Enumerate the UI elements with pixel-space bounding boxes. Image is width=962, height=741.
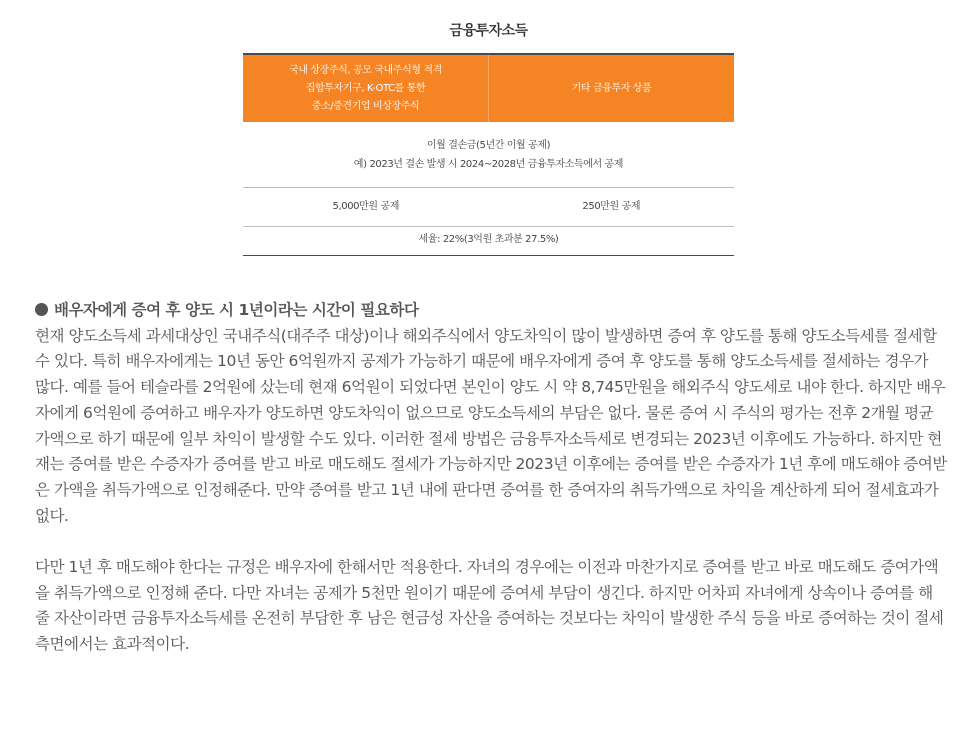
section-heading	[35, 298, 947, 324]
loss-carryforward-example: 예) 2023년 결손 발생 시 2024~2028년 금융투자소득에서 공제	[353, 159, 624, 170]
deduction-other: 250만원 공제	[582, 201, 641, 212]
section-heading-text: 배우자에게 증여 후 양도 시 1년이라는 시간이 필요하다	[54, 301, 419, 319]
paragraph-children-gift: 다만 1년 후 매도해야 한다는 규정은 배우자에 한해서만 적용한다. 자녀의 경우에는 이전과 마찬가지로 증여를 받고 바로 매도해도 증여가액을 취득가액으로 인정해 준다. 다만 자녀는 공제가 5천만 원이기 때문에 증여세 부담이 생긴다. 하지만 어차피 자녀에게 상속이나 증여를 해줄 자산이라면 금융투자소득세를 온전히 부담한 후 남은 현금성 자산을 증여하는 것보다는 차익이 발생한 주식 등을 바로 증여하는 것이 절세 측면에서는 효과적이다.	[35, 558, 944, 654]
article-body	[35, 298, 947, 658]
table-bottom-border	[243, 255, 734, 256]
deduction-domestic: 5,000만원 공제	[332, 201, 399, 212]
deduction-row	[243, 198, 734, 216]
figure-title: 금융투자소득	[449, 23, 528, 39]
loss-carryforward-row	[243, 136, 734, 174]
divider	[243, 187, 734, 188]
figure-header-row	[243, 53, 734, 122]
header-other-products: 기타 금융투자 상품	[571, 82, 652, 94]
paragraph-spouse-gift: 현재 양도소득세 과세대상인 국내주식(대주주 대상)이나 해외주식에서 양도차익이 많이 발생하면 증여 후 양도를 통해 양도소득세를 절세할 수 있다. 특히 배우자에게는 10년 동안 6억원까지 공제가 가능하기 때문에 배우자에게 증여 후 양도를 통해 양도소득세를 절세하는 경우가 많다. 예를 들어 테슬라를 2억원에 샀는데 현재 6억원이 되었다면 본인이 양도 시 약 8,745만원을 해외주식 양도세로 내야 한다. 하지만 배우자에게 6억원에 증여하고 배우자가 양도하면 양도차익이 없으므로 양도소득세의 부담은 없다. 물론 증여 시 주식의 평가는 전후 2개월 평균가액으로 하기 때문에 일부 차익이 발생할 수도 있다. 이러한 절세 방법은 금융투자소득세로 변경되는 2023년 이후에도 가능하다. 하지만 현재는 증여를 받은 수증자가 증여를 받고 바로 매도해도 절세가 가능하지만 2023년 이후에는 증여를 받은 수증자가 1년 후에 매도해야 증여받은 가액을 취득가액으로 인정해준다. 만약 증여를 받고 1년 내에 판다면 증여를 한 증여자의 취득가액으로 차익을 계산하게 되어 절세효과가 없다.	[35, 326, 947, 525]
tax-rate-row: 세율: 22%(3억원 초과분 27.5%)	[418, 234, 559, 245]
loss-carryforward-title: 이월 결손금(5년간 이월 공제)	[426, 140, 551, 151]
bullet-circle-icon	[35, 303, 48, 316]
header-domestic-stocks: 국내 상장주식, 공모 국내주식형 적격 집합투자기구, K-OTC를 통한 중소/중견기업 비상장주식	[243, 55, 489, 122]
divider	[243, 226, 734, 227]
